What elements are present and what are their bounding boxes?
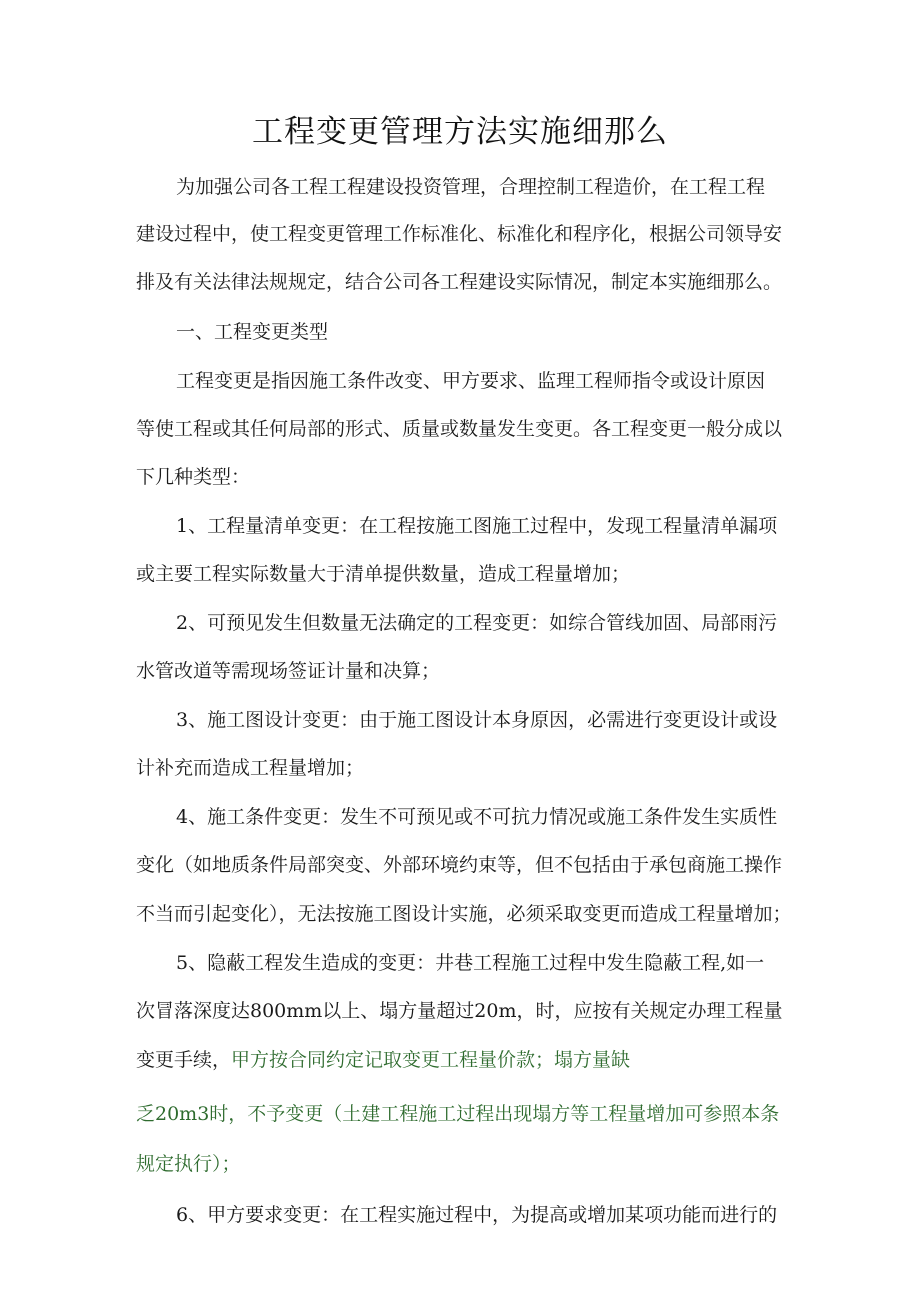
paragraph-line: 为加强公司各工程工程建设投资管理，合理控制工程造价，在工程工程 [176,176,766,198]
list-item-line: 4、施工条件变更：发生不可预见或不可抗力情况或施工条件发生实质性 [176,806,778,828]
list-item-line: 变化（如地质条件局部突变、外部环境约束等，但不包括由于承包商施工操作 [136,854,783,876]
list-item-line: 5、隐蔽工程发生造成的变更：井巷工程施工过程中发生隐蔽工程,如一 [176,952,765,974]
list-item-line: 不当而引起变化），无法按施工图设计实施，必须采取变更而造成工程量增加； [136,903,792,925]
paragraph-line: 建设过程中，使工程变更管理工作标准化、标准化和程序化，根据公司领导安 [136,223,783,245]
list-item-line: 1、工程量清单变更：在工程按施工图施工过程中，发现工程量清单漏项 [176,515,778,537]
list-item-line [136,1046,630,1074]
paragraph-line: 等使工程或其任何局部的形式、质量或数量发生变更。各工程变更一般分成以 [136,418,783,440]
list-item-line: 次冒落深度达800mm以上、塌方量超过20m，时，应按有关规定办理工程量 [136,1000,783,1022]
highlighted-line: 规定执行）； [136,1153,241,1175]
list-item-segment: 变更手续， [136,1049,232,1071]
list-item-line: 2、可预见发生但数量无法确定的工程变更：如综合管线加固、局部雨污 [176,612,778,634]
list-item-line: 6、甲方要求变更：在工程实施过程中，为提高或增加某项功能而进行的 [176,1204,778,1226]
paragraph-line: 下几种类型： [136,466,251,488]
document-title: 工程变更管理方法实施细那么 [252,114,668,150]
paragraph-line: 排及有关法律法规规定，结合公司各工程建设实际情况，制定本实施细那么。 [136,271,783,293]
paragraph-line: 工程变更是指因施工条件改变、甲方要求、监理工程师指令或设计原因 [176,370,766,392]
list-item-line: 计补充而造成工程量增加； [136,757,365,779]
list-item-line: 水管改道等需现场签证计量和决算； [136,660,441,682]
highlighted-text: 甲方按合同约定记取变更工程量价款；塌方量缺 [231,1049,631,1071]
highlighted-line: 乏20m3时，不予变更（土建工程施工过程出现塌方等工程量增加可参照本条 [136,1103,780,1125]
list-item-line: 或主要工程实际数量大于清单提供数量，造成工程量增加； [136,563,631,585]
section-heading: 一、工程变更类型 [176,321,329,343]
list-item-line: 3、施工图设计变更：由于施工图设计本身原因，必需进行变更设计或设 [176,709,778,731]
